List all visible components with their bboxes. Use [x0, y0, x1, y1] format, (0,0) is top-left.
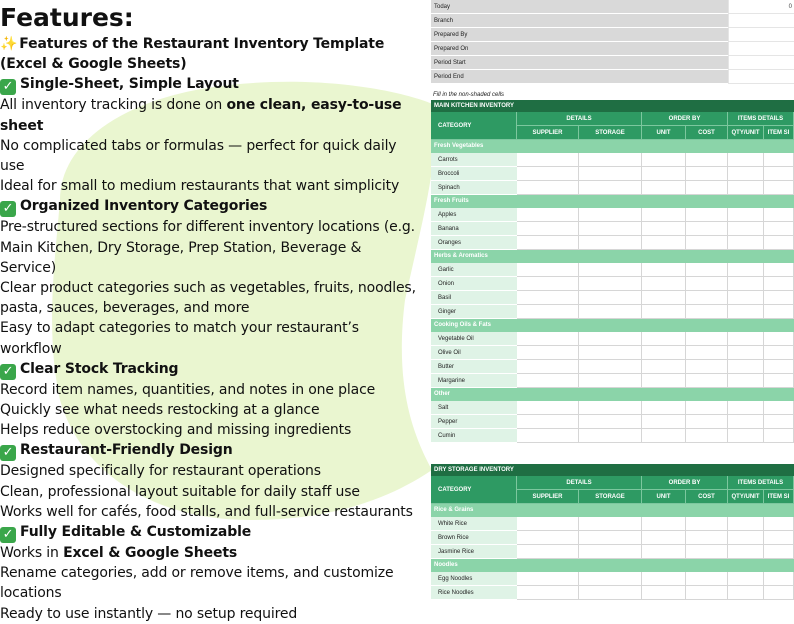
input-cell[interactable]	[728, 305, 764, 319]
input-cell[interactable]	[642, 181, 686, 195]
check-mark-icon: ✓	[0, 201, 16, 217]
feature-bullet-text: Pre-structured sections for different inventory locations (e.g. Main Kitchen, Dry Storage, Prep Station, Beverage & Service)	[0, 219, 415, 276]
input-cell[interactable]	[517, 545, 579, 559]
input-cell[interactable]	[579, 415, 642, 429]
input-cell[interactable]	[579, 305, 642, 319]
feature-bullet	[0, 95, 420, 135]
input-cell[interactable]	[579, 277, 642, 291]
feature-bullet-text: Easy to adapt categories to match your restaurant’s workflow	[0, 320, 359, 357]
item-name-cell[interactable]: Cumin	[431, 429, 517, 443]
input-cell[interactable]	[642, 236, 686, 250]
header-sub: QTY/UNIT	[728, 126, 764, 140]
meta-label: Prepared By	[431, 28, 728, 42]
item-name-cell[interactable]: Broccoli	[431, 167, 517, 181]
input-cell[interactable]	[517, 236, 579, 250]
input-cell[interactable]	[764, 277, 794, 291]
input-cell[interactable]	[642, 572, 686, 586]
feature-bullet-text: Works in	[0, 545, 64, 562]
item-row	[431, 346, 794, 360]
input-cell[interactable]	[642, 360, 686, 374]
item-row	[431, 360, 794, 374]
input-cell[interactable]	[517, 181, 579, 195]
check-mark-icon: ✓	[0, 79, 16, 95]
category-row: Rice & Grains	[431, 504, 794, 517]
input-cell[interactable]	[764, 181, 794, 195]
column-header	[431, 476, 794, 504]
input-cell[interactable]	[686, 332, 728, 346]
item-row	[431, 415, 794, 429]
category-row: Noodles	[431, 559, 794, 572]
input-cell[interactable]	[517, 222, 579, 236]
item-name-cell[interactable]: Carrots	[431, 153, 517, 167]
input-cell[interactable]	[642, 429, 686, 443]
item-row	[431, 181, 794, 195]
input-cell[interactable]	[686, 236, 728, 250]
input-cell[interactable]	[642, 346, 686, 360]
feature-bullet-text: All inventory tracking is done on	[0, 97, 227, 114]
input-cell[interactable]	[686, 208, 728, 222]
item-row	[431, 374, 794, 388]
input-cell[interactable]	[728, 545, 764, 559]
item-row	[431, 429, 794, 443]
features-panel	[0, 4, 430, 624]
feature-bullet	[0, 461, 420, 481]
input-cell[interactable]	[686, 222, 728, 236]
meta-row	[431, 28, 794, 42]
input-cell[interactable]	[642, 517, 686, 531]
input-cell[interactable]	[686, 572, 728, 586]
input-cell[interactable]	[579, 374, 642, 388]
input-cell[interactable]	[517, 291, 579, 305]
input-cell[interactable]	[686, 360, 728, 374]
item-name-cell[interactable]: Spinach	[431, 181, 517, 195]
input-cell[interactable]	[642, 332, 686, 346]
input-cell[interactable]	[686, 429, 728, 443]
input-cell[interactable]	[764, 374, 794, 388]
meta-value-cell[interactable]	[728, 42, 794, 56]
input-cell[interactable]	[579, 236, 642, 250]
item-row	[431, 572, 794, 586]
meta-value-cell[interactable]	[728, 28, 794, 42]
input-cell[interactable]	[764, 572, 794, 586]
input-cell[interactable]	[686, 531, 728, 545]
feature-bullet	[0, 136, 420, 176]
input-cell[interactable]	[642, 545, 686, 559]
header-sub: SUPPLIER	[517, 126, 579, 140]
feature-bullet-bold-text: one clean, easy-to-use sheet	[0, 97, 402, 134]
input-cell[interactable]	[517, 586, 579, 600]
meta-label: Period Start	[431, 56, 728, 70]
input-cell[interactable]	[579, 346, 642, 360]
input-cell[interactable]	[517, 415, 579, 429]
input-cell[interactable]	[764, 415, 794, 429]
input-cell[interactable]	[517, 531, 579, 545]
input-cell[interactable]	[686, 181, 728, 195]
header-category: CATEGORY	[431, 476, 517, 504]
fill-instruction-note: Fill in the non-shaded cells	[433, 92, 505, 98]
input-cell[interactable]	[686, 277, 728, 291]
input-cell[interactable]	[764, 332, 794, 346]
input-cell[interactable]	[642, 401, 686, 415]
feature-bullet	[0, 217, 420, 278]
section-title: MAIN KITCHEN INVENTORY	[431, 100, 794, 112]
input-cell[interactable]	[728, 586, 764, 600]
input-cell[interactable]	[579, 360, 642, 374]
input-cell[interactable]	[642, 305, 686, 319]
item-row	[431, 263, 794, 277]
input-cell[interactable]	[764, 545, 794, 559]
input-cell[interactable]	[686, 586, 728, 600]
feature-bullet-text: Clear product categories such as vegetables, fruits, noodles, pasta, sauces, beverages, and more	[0, 280, 416, 317]
input-cell[interactable]	[579, 208, 642, 222]
input-cell[interactable]	[764, 429, 794, 443]
feature-heading-text: Fully Editable & Customizable	[20, 524, 252, 541]
input-cell[interactable]	[579, 332, 642, 346]
feature-bullet	[0, 278, 420, 318]
header-group: ITEMS DETAILS	[728, 476, 794, 490]
input-cell[interactable]	[579, 291, 642, 305]
feature-bullet-text: Quickly see what needs restocking at a glance	[0, 402, 320, 419]
input-cell[interactable]	[517, 167, 579, 181]
input-cell[interactable]	[686, 346, 728, 360]
input-cell[interactable]	[579, 586, 642, 600]
input-cell[interactable]	[517, 277, 579, 291]
item-row	[431, 517, 794, 531]
input-cell[interactable]	[642, 374, 686, 388]
item-name-cell[interactable]: Pepper	[431, 415, 517, 429]
category-row: Cooking Oils & Fats	[431, 319, 794, 332]
feature-bullet	[0, 543, 420, 563]
category-row: Other	[431, 388, 794, 401]
section-title: DRY STORAGE INVENTORY	[431, 464, 794, 476]
input-cell[interactable]	[579, 545, 642, 559]
input-cell[interactable]	[517, 305, 579, 319]
input-cell[interactable]	[764, 167, 794, 181]
header-sub: COST	[686, 126, 728, 140]
input-cell[interactable]	[642, 167, 686, 181]
item-row	[431, 586, 794, 600]
input-cell[interactable]	[517, 401, 579, 415]
input-cell[interactable]	[728, 346, 764, 360]
input-cell[interactable]	[686, 374, 728, 388]
input-cell[interactable]	[728, 153, 764, 167]
check-mark-icon: ✓	[0, 445, 16, 461]
feature-bullet	[0, 563, 420, 603]
input-cell[interactable]	[728, 222, 764, 236]
item-row	[431, 332, 794, 346]
feature-bullet-text: Helps reduce overstocking and missing ingredients	[0, 422, 352, 439]
item-name-cell[interactable]: Olive Oil	[431, 346, 517, 360]
item-row	[431, 305, 794, 319]
input-cell[interactable]	[728, 517, 764, 531]
input-cell[interactable]	[728, 167, 764, 181]
feature-bullet-text: Ready to use instantly — no setup required	[0, 605, 298, 622]
feature-bullet	[0, 420, 420, 440]
input-cell[interactable]	[728, 208, 764, 222]
item-name-cell[interactable]: Garlic	[431, 263, 517, 277]
input-cell[interactable]	[764, 208, 794, 222]
feature-heading-text: Single-Sheet, Simple Layout	[20, 76, 239, 93]
meta-row	[431, 0, 794, 14]
header-sub: ITEM SI	[764, 126, 794, 140]
meta-label: Today	[431, 0, 728, 14]
input-cell[interactable]	[579, 167, 642, 181]
input-cell[interactable]	[728, 277, 764, 291]
input-cell[interactable]	[517, 360, 579, 374]
header-group: DETAILS	[517, 476, 642, 490]
input-cell[interactable]	[517, 263, 579, 277]
meta-value-cell[interactable]	[728, 70, 794, 84]
input-cell[interactable]	[764, 305, 794, 319]
input-cell[interactable]	[517, 374, 579, 388]
input-cell[interactable]	[642, 277, 686, 291]
input-cell[interactable]	[728, 531, 764, 545]
column-header	[431, 112, 794, 140]
feature-bullet-bold-text: Excel & Google Sheets	[63, 545, 238, 562]
item-name-cell[interactable]: Vegetable Oil	[431, 332, 517, 346]
item-name-cell[interactable]: Butter	[431, 360, 517, 374]
header-category: CATEGORY	[431, 112, 517, 140]
input-cell[interactable]	[517, 572, 579, 586]
input-cell[interactable]	[517, 208, 579, 222]
feature-bullet	[0, 400, 420, 420]
input-cell[interactable]	[728, 415, 764, 429]
feature-bullet-text: Designed specifically for restaurant operations	[0, 463, 321, 480]
input-cell[interactable]	[686, 263, 728, 277]
input-cell[interactable]	[579, 429, 642, 443]
input-cell[interactable]	[642, 222, 686, 236]
item-name-cell[interactable]: Egg Noodles	[431, 572, 517, 586]
item-name-cell[interactable]: Salt	[431, 401, 517, 415]
input-cell[interactable]	[728, 181, 764, 195]
feature-bullet	[0, 502, 420, 522]
input-cell[interactable]	[642, 263, 686, 277]
input-cell[interactable]	[579, 181, 642, 195]
item-name-cell[interactable]: Brown Rice	[431, 531, 517, 545]
input-cell[interactable]	[579, 263, 642, 277]
header-group: ORDER BY	[642, 476, 728, 490]
input-cell[interactable]	[728, 263, 764, 277]
input-cell[interactable]	[728, 236, 764, 250]
feature-heading-text: Restaurant-Friendly Design	[20, 442, 233, 459]
input-cell[interactable]	[728, 429, 764, 443]
meta-row	[431, 14, 794, 28]
meta-label: Prepared On	[431, 42, 728, 56]
category-row: Herbs & Aromatics	[431, 250, 794, 263]
input-cell[interactable]	[764, 236, 794, 250]
feature-heading	[0, 359, 430, 380]
item-name-cell[interactable]: Jasmine Rice	[431, 545, 517, 559]
input-cell[interactable]	[517, 429, 579, 443]
input-cell[interactable]	[579, 531, 642, 545]
meta-row	[431, 42, 794, 56]
item-row	[431, 545, 794, 559]
input-cell[interactable]	[642, 586, 686, 600]
input-cell[interactable]	[764, 222, 794, 236]
input-cell[interactable]	[686, 545, 728, 559]
input-cell[interactable]	[728, 374, 764, 388]
input-cell[interactable]	[642, 291, 686, 305]
input-cell[interactable]	[686, 305, 728, 319]
feature-heading-text: Clear Stock Tracking	[20, 360, 179, 377]
header-group: DETAILS	[517, 112, 642, 126]
features-title: Features:	[0, 3, 134, 32]
item-row	[431, 167, 794, 181]
input-cell[interactable]	[579, 222, 642, 236]
feature-heading	[0, 522, 430, 543]
feature-bullet-text: Works well for cafés, food stalls, and full-service restaurants	[0, 503, 413, 520]
input-cell[interactable]	[686, 517, 728, 531]
feature-bullet-text: Rename categories, add or remove items, and customize locations	[0, 565, 394, 602]
header-sub: SUPPLIER	[517, 490, 579, 504]
header-sub: UNIT	[642, 126, 686, 140]
item-name-cell[interactable]: Rice Noodles	[431, 586, 517, 600]
input-cell[interactable]	[728, 360, 764, 374]
item-row	[431, 531, 794, 545]
input-cell[interactable]	[517, 346, 579, 360]
feature-bullet-text: Ideal for small to medium restaurants that want simplicity	[0, 178, 400, 195]
header-sub: STORAGE	[579, 126, 642, 140]
feature-bullet	[0, 482, 420, 502]
meta-value-cell[interactable]	[728, 56, 794, 70]
meta-value-cell[interactable]	[728, 14, 794, 28]
feature-bullet	[0, 176, 420, 196]
header-sub: UNIT	[642, 490, 686, 504]
item-name-cell[interactable]: Apples	[431, 208, 517, 222]
input-cell[interactable]	[686, 167, 728, 181]
meta-label: Branch	[431, 14, 728, 28]
input-cell[interactable]	[764, 586, 794, 600]
item-row	[431, 291, 794, 305]
feature-bullet-text: Record item names, quantities, and notes in one place	[0, 381, 376, 398]
category-row: Fresh Vegetables	[431, 140, 794, 153]
input-cell[interactable]	[728, 401, 764, 415]
header-group: ITEMS DETAILS	[728, 112, 794, 126]
meta-value-cell[interactable]: 0	[728, 0, 794, 14]
input-cell[interactable]	[728, 572, 764, 586]
input-cell[interactable]	[728, 332, 764, 346]
input-cell[interactable]	[686, 401, 728, 415]
input-cell[interactable]	[764, 263, 794, 277]
item-row	[431, 401, 794, 415]
input-cell[interactable]	[764, 346, 794, 360]
meta-label: Period End	[431, 70, 728, 84]
check-mark-icon: ✓	[0, 527, 16, 543]
item-row	[431, 222, 794, 236]
input-cell[interactable]	[642, 153, 686, 167]
sparkles-icon: ✨	[0, 36, 18, 52]
header-sub: QTY/UNIT	[728, 490, 764, 504]
input-cell[interactable]	[728, 291, 764, 305]
input-cell[interactable]	[517, 517, 579, 531]
input-cell[interactable]	[642, 208, 686, 222]
feature-sections	[0, 74, 430, 623]
input-cell[interactable]	[686, 291, 728, 305]
input-cell[interactable]	[764, 291, 794, 305]
header-sub: ITEM SI	[764, 490, 794, 504]
item-row	[431, 277, 794, 291]
input-cell[interactable]	[517, 332, 579, 346]
meta-row	[431, 70, 794, 84]
header-sub: COST	[686, 490, 728, 504]
input-cell[interactable]	[579, 517, 642, 531]
item-name-cell[interactable]: Onion	[431, 277, 517, 291]
feature-heading-text: Organized Inventory Categories	[20, 198, 268, 215]
input-cell[interactable]	[642, 531, 686, 545]
features-intro-text: Features of the Restaurant Inventory Template (Excel & Google Sheets)	[0, 36, 385, 73]
feature-bullet	[0, 318, 420, 358]
feature-bullet	[0, 604, 420, 624]
item-name-cell[interactable]: White Rice	[431, 517, 517, 531]
feature-bullet	[0, 380, 420, 400]
item-name-cell[interactable]: Banana	[431, 222, 517, 236]
input-cell[interactable]	[579, 401, 642, 415]
input-cell[interactable]	[579, 572, 642, 586]
item-name-cell[interactable]: Ginger	[431, 305, 517, 319]
header-sub: STORAGE	[579, 490, 642, 504]
input-cell[interactable]	[764, 517, 794, 531]
feature-heading	[0, 74, 430, 95]
header-group: ORDER BY	[642, 112, 728, 126]
item-name-cell[interactable]: Basil	[431, 291, 517, 305]
meta-row	[431, 56, 794, 70]
input-cell[interactable]	[642, 415, 686, 429]
input-cell[interactable]	[764, 531, 794, 545]
item-row	[431, 208, 794, 222]
category-row: Fresh Fruits	[431, 195, 794, 208]
input-cell[interactable]	[517, 153, 579, 167]
feature-heading	[0, 440, 430, 461]
input-cell[interactable]	[686, 415, 728, 429]
input-cell[interactable]	[764, 360, 794, 374]
features-intro	[0, 34, 420, 74]
check-mark-icon: ✓	[0, 364, 16, 380]
item-row	[431, 236, 794, 250]
input-cell[interactable]	[764, 153, 794, 167]
feature-heading	[0, 196, 430, 217]
item-name-cell[interactable]: Margarine	[431, 374, 517, 388]
feature-bullet-text: No complicated tabs or formulas — perfect for quick daily use	[0, 137, 397, 175]
input-cell[interactable]	[764, 401, 794, 415]
item-row	[431, 153, 794, 167]
inventory-spreadsheet	[431, 0, 794, 596]
item-name-cell[interactable]: Oranges	[431, 236, 517, 250]
feature-bullet-text: Clean, professional layout suitable for daily staff use	[0, 483, 360, 500]
input-cell[interactable]	[686, 153, 728, 167]
input-cell[interactable]	[579, 153, 642, 167]
